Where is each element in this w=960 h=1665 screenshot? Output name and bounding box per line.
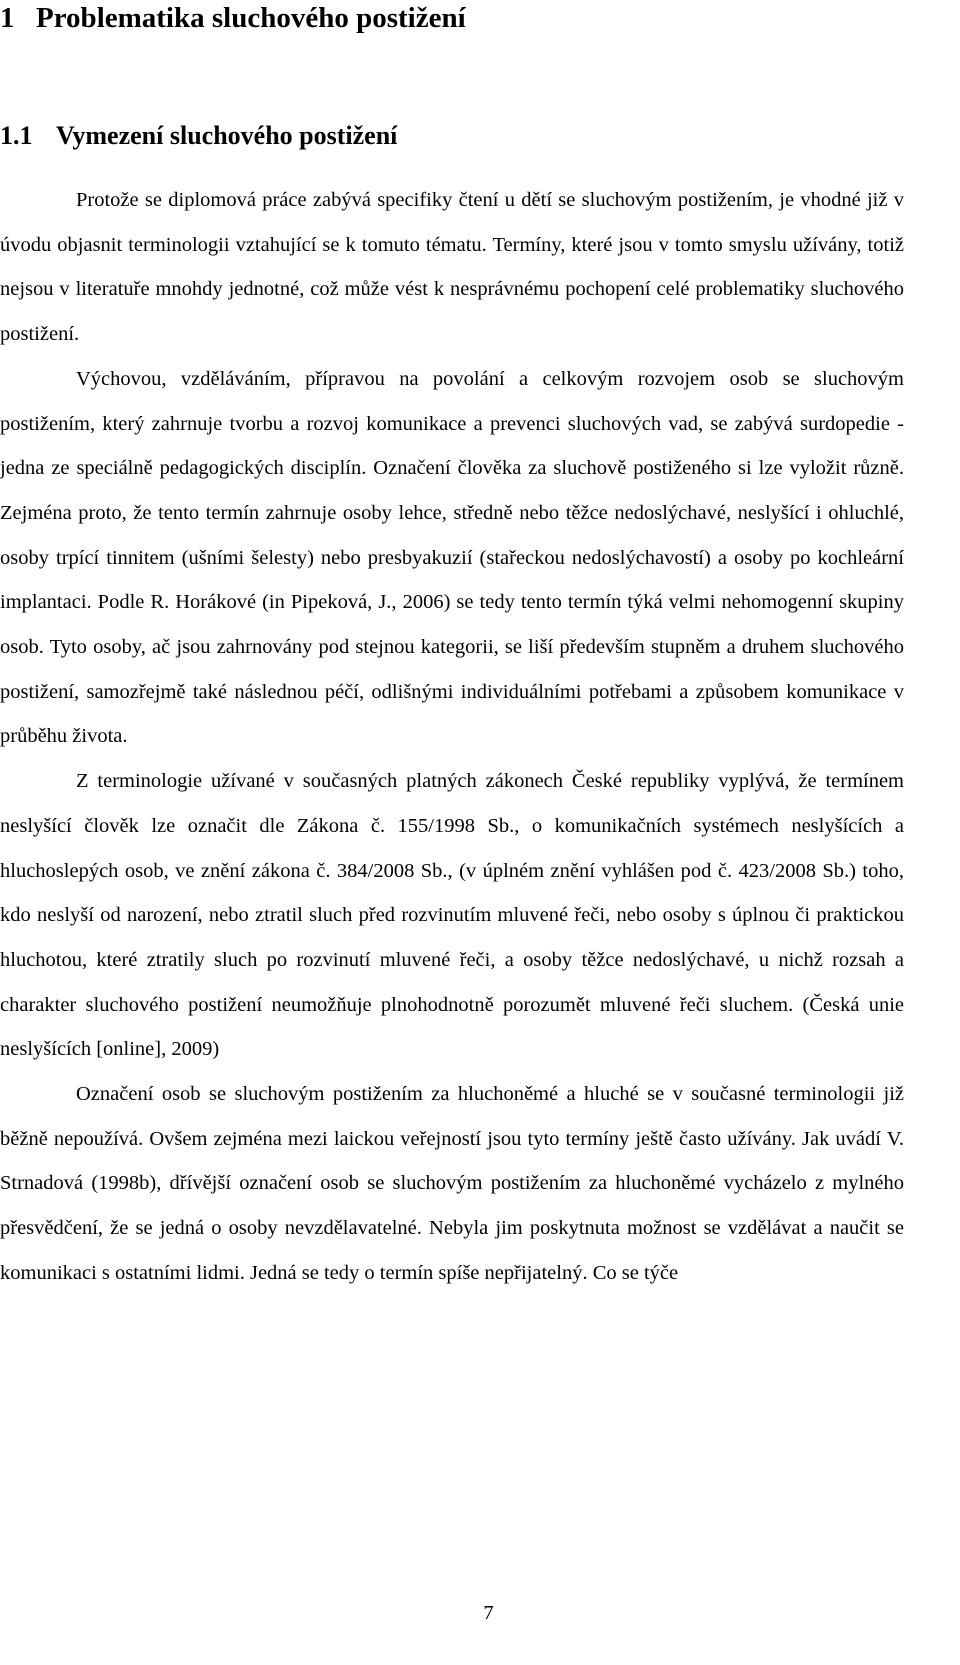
body-text: [0, 178, 904, 1296]
paragraph: Označení osob se sluchovým postižením za hluchoněmé a hluché se v současné terminologii již běžně nepoužívá. Ovšem zejména mezi laickou veřejností jsou tyto termíny ještě často užívány. Jak uvádí V. Strnadová (1998b), dřívější označení osob se sluchovým postižením za hluchoněmé vycházelo z mylného přesvědčení, že se jedná o osoby nevzdělavatelné. Nebyla jim poskytnuta možnost se vzdělávat a naučit se komunikaci s ostatními lidmi. Jedná se tedy o termín spíše nepřijatelný. Co se týče: [0, 1083, 904, 1284]
chapter-heading: [0, 0, 466, 36]
section-title: Vymezení sluchového postižení: [56, 121, 398, 150]
section-number: 1.1: [0, 121, 33, 150]
section-heading: [0, 119, 397, 153]
paragraph: Z terminologie užívané v současných platných zákonech České republiky vyplývá, že termínem neslyšící člověk lze označit dle Zákona č. 155/1998 Sb., o komunikačních systémech neslyšících a hluchoslepých osob, ve znění zákona č. 384/2008 Sb., (v úplném znění vyhlášen pod č. 423/2008 Sb.) toho, kdo neslyší od narození, nebo ztratil sluch před rozvinutím mluvené řeči, nebo osoby s úplnou či praktickou hluchotou, které ztratily sluch po rozvinutí mluvené řeči, a osoby těžce nedoslýchavé, u nichž rozsah a charakter sluchového postižení neumožňuje plnohodnotně porozumět mluvené řeči sluchem. (Česká unie neslyšících [online], 2009): [0, 770, 904, 1061]
page-number: 7: [483, 1602, 494, 1624]
paragraph: Protože se diplomová práce zabývá specifiky čtení u dětí se sluchovým postižením, je vhodné již v úvodu objasnit terminologii vztahující se k tomuto tématu. Termíny, které jsou v tomto smyslu užívány, totiž nejsou v literatuře mnohdy jednotné, což může vést k nesprávnému pochopení celé problematiky sluchového postižení.: [0, 189, 904, 346]
chapter-title: Problematika sluchového postižení: [36, 2, 466, 34]
chapter-number: 1: [0, 2, 15, 34]
paragraph: Výchovou, vzděláváním, přípravou na povolání a celkovým rozvojem osob se sluchovým postižením, který zahrnuje tvorbu a rozvoj komunikace a prevenci sluchových vad, se zabývá surdopedie - jedna ze speciálně pedagogických disciplín. Označení člověka za sluchově postiženého si lze vyložit různě. Zejména proto, že tento termín zahrnuje osoby lehce, středně nebo těžce nedoslýchavé, neslyšící i ohluchlé, osoby trpící tinnitem (ušními šelesty) nebo presbyakuzií (stařeckou nedoslýchavostí) a osoby po kochleární implantaci. Podle R. Horákové (in Pipeková, J., 2006) se tedy tento termín týká velmi nehomogenní skupiny osob. Tyto osoby, ač jsou zahrnovány pod stejnou kategorii, se liší především stupněm a druhem sluchového postižení, samozřejmě také následnou péčí, odlišnými individuálními potřebami a způsobem komunikace v průběhu života.: [0, 367, 904, 748]
